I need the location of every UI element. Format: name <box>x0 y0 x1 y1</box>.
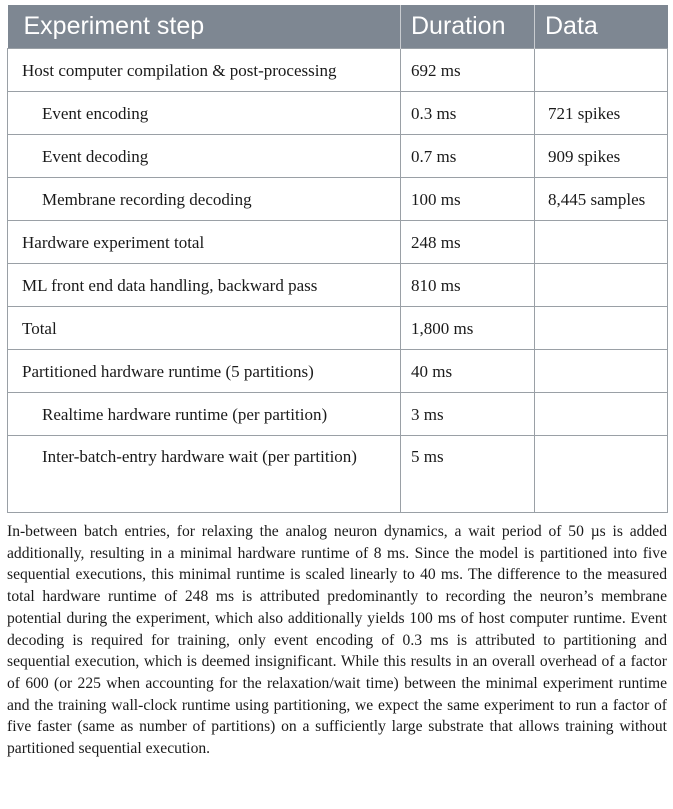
table-row <box>8 393 668 436</box>
step-cell: Inter-batch-entry hardware wait (per partition) <box>8 436 401 513</box>
duration-cell: 1,800 ms <box>401 307 535 350</box>
duration-cell: 5 ms <box>401 436 535 513</box>
step-cell: Partitioned hardware runtime (5 partitions) <box>8 350 401 393</box>
step-cell: Host computer compilation & post-processing <box>8 49 401 92</box>
table-row <box>8 350 668 393</box>
table-container <box>7 5 667 760</box>
data-cell: 8,445 samples <box>535 178 668 221</box>
step-cell: Event encoding <box>8 92 401 135</box>
duration-cell: 810 ms <box>401 264 535 307</box>
data-cell <box>535 307 668 350</box>
step-cell: ML front end data handling, backward pass <box>8 264 401 307</box>
duration-cell: 40 ms <box>401 350 535 393</box>
header-data: Data <box>535 5 668 49</box>
table-row <box>8 178 668 221</box>
table-footnote: In-between batch entries, for relaxing the analog neuron dynamics, a wait period of 50 µs is added additionally, resulting in a minimal hardware runtime of 8 ms. Since the model is partitioned into five sequential executions, this minimal runtime is scaled linearly to 40 ms. The difference to the measured total hardware runtime of 248 ms is attributed predominantly to recording the neuron’s membrane potential during the experiment, which also additionally yields 100 ms of host computer runtime. Event decoding is required for training, only event encoding of 0.3 ms is attributed to partitioning and sequential execution, which is deemed insignificant. While this results in an overall overhead of a factor of 600 (or 225 when accounting for the relaxation/wait time) between the minimal experiment runtime and the training wall-clock runtime using partitioning, we expect the same experiment to run a factor of five faster (same as number of partitions) on a sufficiently large substrate that allows training without partitioned sequential execution. <box>7 523 667 758</box>
data-cell <box>535 393 668 436</box>
duration-cell: 0.7 ms <box>401 135 535 178</box>
data-cell <box>535 436 668 513</box>
table-row <box>8 221 668 264</box>
data-cell <box>535 350 668 393</box>
header-experiment-step: Experiment step <box>8 5 401 49</box>
data-cell: 909 spikes <box>535 135 668 178</box>
experiment-table <box>7 5 668 513</box>
table-row <box>8 92 668 135</box>
data-cell <box>535 264 668 307</box>
step-cell: Membrane recording decoding <box>8 178 401 221</box>
step-cell: Hardware experiment total <box>8 221 401 264</box>
table-row <box>8 49 668 92</box>
data-cell: 721 spikes <box>535 92 668 135</box>
header-duration: Duration <box>401 5 535 49</box>
table-row <box>8 264 668 307</box>
table-row <box>8 307 668 350</box>
duration-cell: 3 ms <box>401 393 535 436</box>
data-cell <box>535 221 668 264</box>
duration-cell: 248 ms <box>401 221 535 264</box>
duration-cell: 692 ms <box>401 49 535 92</box>
duration-cell: 0.3 ms <box>401 92 535 135</box>
duration-cell: 100 ms <box>401 178 535 221</box>
step-cell: Total <box>8 307 401 350</box>
step-cell: Realtime hardware runtime (per partition) <box>8 393 401 436</box>
data-cell <box>535 49 668 92</box>
table-header-row <box>8 5 668 49</box>
table-row <box>8 436 668 513</box>
table-row <box>8 135 668 178</box>
step-cell: Event decoding <box>8 135 401 178</box>
